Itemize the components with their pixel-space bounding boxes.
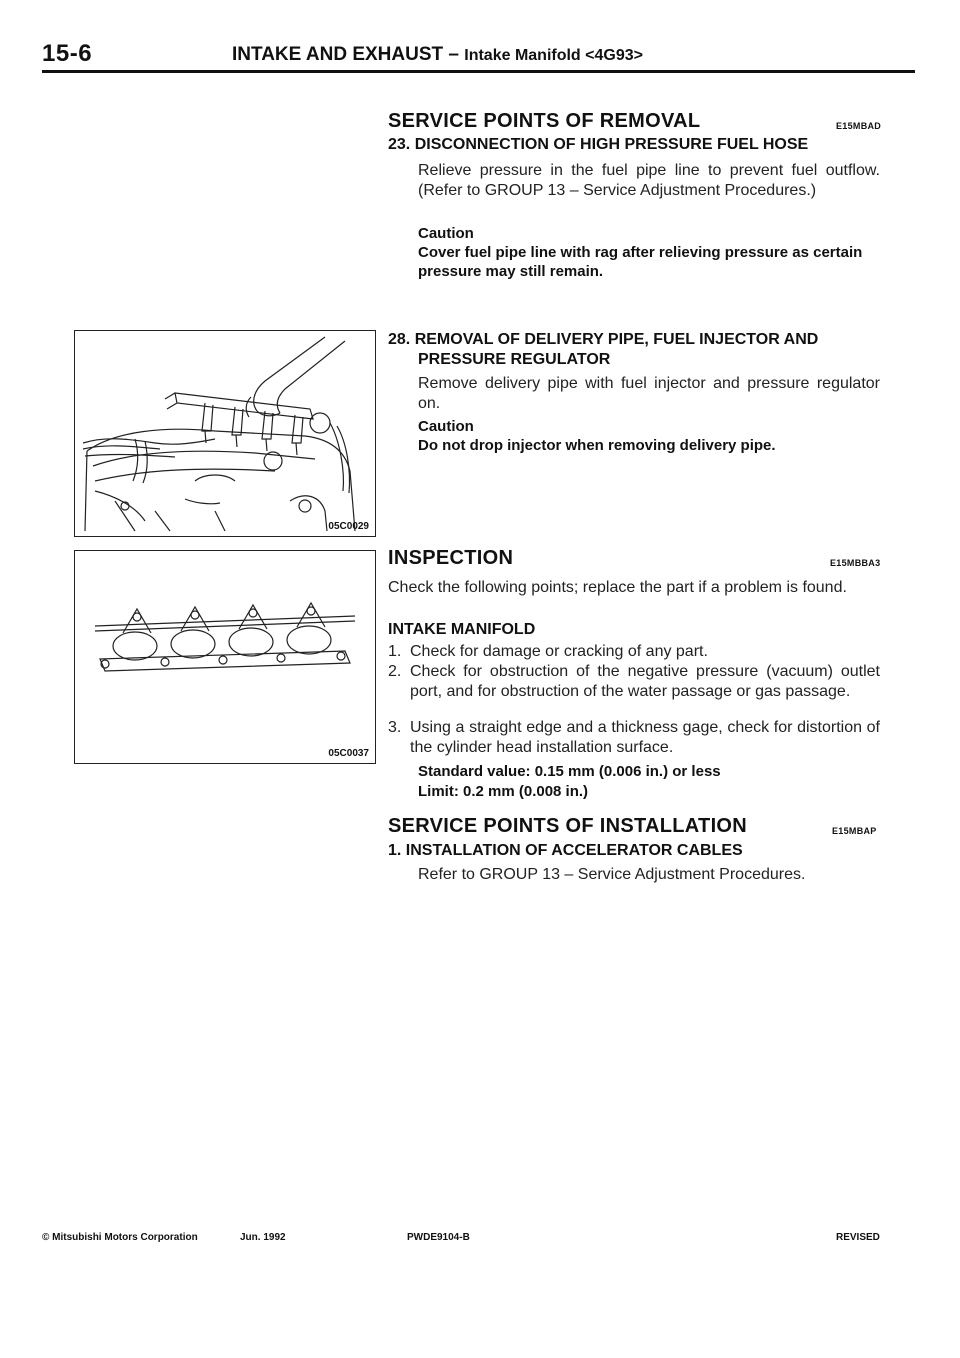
footer-copyright: © Mitsubishi Motors Corporation: [42, 1232, 198, 1243]
step-23-caution-label: Caution: [418, 225, 474, 242]
step-23-text: Relieve pressure in the fuel pipe line to prevent fuel outflow. (Refer to GROUP 13 – Service Adjustment Procedures.): [418, 162, 880, 199]
page-title-main: INTAKE AND EXHAUST –: [232, 44, 459, 65]
footer-status: REVISED: [836, 1232, 880, 1243]
step-23-caution-text: Cover fuel pipe line with rag after relieving pressure as certain pressure may still remain.: [418, 244, 863, 280]
gasket-illustration: [75, 551, 375, 763]
step-28-heading-line2: PRESSURE REGULATOR: [418, 351, 611, 368]
footer-date: Jun. 1992: [240, 1232, 286, 1243]
step-28-heading-line1: 28. REMOVAL OF DELIVERY PIPE, FUEL INJECTOR AND: [388, 331, 819, 348]
page-number: 15-6: [42, 40, 93, 67]
page-title: [232, 44, 643, 66]
limit-value: Limit: 0.2 mm (0.008 in.): [418, 783, 589, 800]
list-item-text: Check for damage or cracking of any part.: [410, 643, 708, 660]
footer-doc-code: PWDE9104-B: [407, 1232, 470, 1243]
inspection-intro: Check the following points; replace the part if a problem is found.: [388, 579, 847, 596]
list-item: [388, 642, 880, 662]
installation-section-title: SERVICE POINTS OF INSTALLATION: [388, 815, 748, 837]
list-item: [388, 718, 880, 758]
inspection-section-code: E15MBBA3: [830, 558, 881, 568]
figure-intake-manifold-gasket: [74, 550, 376, 764]
list-item-number: 3.: [388, 719, 402, 736]
inspection-section-title: INSPECTION: [388, 547, 514, 569]
installation-section-code: E15MBAP: [832, 826, 877, 836]
list-item: [388, 662, 880, 722]
step-28-text: Remove delivery pipe with fuel injector and pressure regulator on.: [418, 375, 880, 412]
standard-value: Standard value: 0.15 mm (0.006 in.) or less: [418, 763, 721, 780]
figure-delivery-pipe-removal: [74, 330, 376, 537]
figure-2-id: 05C0037: [328, 748, 369, 759]
list-item-number: 1.: [388, 643, 402, 660]
engine-illustration: [75, 331, 375, 536]
step-28-caution-text: Do not drop injector when removing delivery pipe.: [418, 437, 776, 454]
list-item-number: 2.: [388, 663, 402, 680]
list-item-text: Check for obstruction of the negative pressure (vacuum) outlet port, and for obstruction of the water passage or gas passage.: [410, 663, 880, 700]
step-23-heading: 23. DISCONNECTION OF HIGH PRESSURE FUEL HOSE: [388, 136, 809, 153]
inspection-subheading: INTAKE MANIFOLD: [388, 621, 536, 638]
removal-section-code: E15MBAD: [836, 121, 882, 131]
figure-1-id: 05C0029: [328, 521, 369, 532]
removal-section-title: SERVICE POINTS OF REMOVAL: [388, 110, 701, 132]
install-step-1-text: Refer to GROUP 13 – Service Adjustment Procedures.: [418, 866, 806, 883]
header-rule: [42, 70, 915, 73]
step-28-caution-label: Caution: [418, 418, 474, 435]
page-subtitle: Intake Manifold <4G93>: [464, 47, 643, 64]
list-item-text: Using a straight edge and a thickness gage, check for distortion of the cylinder head installation surface.: [410, 719, 880, 756]
install-step-1-heading: 1. INSTALLATION OF ACCELERATOR CABLES: [388, 842, 743, 859]
